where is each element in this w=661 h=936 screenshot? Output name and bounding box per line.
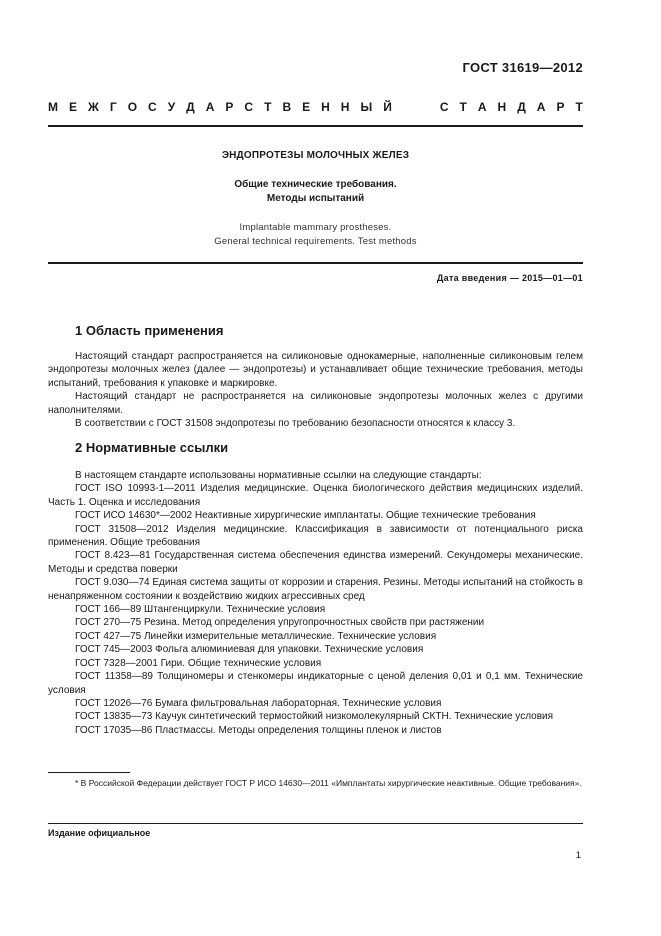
heading-letter: Т (575, 100, 583, 114)
heading-letter: Е (69, 100, 78, 114)
section-body-scope (48, 350, 583, 430)
section-heading-normative-references: 2 Нормативные ссылки (75, 440, 229, 455)
reference-item: ГОСТ 745—2003 Фольга алюминиевая для упаковки. Технические условия (75, 644, 424, 656)
top-divider (48, 125, 583, 127)
reference-item: ГОСТ 17035—86 Пластмассы. Методы определения толщины пленок и листов (75, 724, 442, 736)
reference-item: ГОСТ 427—75 Линейки измерительные металлические. Технические условия (75, 630, 437, 642)
document-subtitle (48, 178, 583, 206)
subtitle-line: Методы испытаний (266, 193, 365, 204)
heading-letter: С (439, 100, 449, 114)
heading-letter: А (205, 100, 215, 114)
heading-letter: Д (186, 100, 195, 114)
heading-letter: В (282, 100, 292, 114)
reference-item: ГОСТ 31508—2012 Изделия медицинские. Классификация в зависимости от потенциального риска применения. Общие требования (48, 523, 583, 549)
heading-letter: Р (225, 100, 234, 114)
section-heading-scope: 1 Область применения (75, 323, 224, 338)
english-title-line: Implantable mammary prostheses. (239, 222, 392, 233)
word-gap (403, 100, 429, 114)
heading-letter: Ы (360, 100, 373, 114)
paragraph: В настоящем стандарте использованы нормативные ссылки на следующие стандарты: (75, 470, 482, 481)
introduction-date: Дата введения — 2015—01—01 (436, 273, 583, 283)
paragraph: Настоящий стандарт не распространяется на силиконовые эндопротезы молочных желез с другими наполнителями. (48, 391, 583, 416)
reference-item: ГОСТ 7328—2001 Гири. Общие технические условия (75, 657, 322, 669)
heading-letter: А (536, 100, 546, 114)
page-number: 1 (575, 850, 581, 861)
heading-letter: С (148, 100, 157, 114)
heading-letter: Н (497, 100, 507, 114)
heading-letter: Ж (88, 100, 99, 114)
reference-item: ГОСТ 270—75 Резина. Метод определения упругопрочностных свойств при растяжении (75, 617, 485, 629)
heading-letter: М (48, 100, 58, 114)
interstate-standard-heading (48, 100, 583, 114)
heading-letter: Г (109, 100, 117, 114)
reference-item: ГОСТ 166—89 Штангенциркули. Технические условия (75, 604, 326, 616)
heading-letter: Т (459, 100, 467, 114)
subtitle-line: Общие технические требования. (234, 179, 397, 190)
heading-letter: Е (302, 100, 311, 114)
heading-letter: Р (556, 100, 565, 114)
section-body-normative-references (48, 469, 583, 737)
heading-letter: Д (517, 100, 526, 114)
document-title: ЭНДОПРОТЕЗЫ МОЛОЧНЫХ ЖЕЛЕЗ (221, 150, 410, 161)
heading-letter: С (244, 100, 254, 114)
heading-letter: Й (383, 100, 392, 114)
english-title (48, 221, 583, 249)
reference-item: ГОСТ 8.423—81 Государственная система обеспечения единства измерений. Секундомеры механические. Методы и средства поверки (48, 550, 583, 575)
paragraph: В соответствии с ГОСТ 31508 эндопротезы по требованию безопасности относятся к классу 3. (75, 418, 516, 430)
reference-item: ГОСТ 12026—76 Бумага фильтровальная лабораторная. Технические условия (75, 697, 442, 709)
heading-letter: Н (321, 100, 330, 114)
footnote-divider (48, 772, 130, 773)
bottom-divider (48, 823, 583, 824)
reference-item: ГОСТ 13835—73 Каучук синтетический термостойкий низкомолекулярный СКТН. Технические условия (75, 711, 554, 723)
footnote: * В Российской Федерации действует ГОСТ Р ИСО 14630—2011 «Имплантаты хирургические неактивные. Общие требования». (75, 778, 582, 788)
reference-item: ГОСТ ИСО 14630*—2002 Неактивные хирургические имплантаты. Общие технические требования (75, 510, 536, 522)
heading-letter: А (477, 100, 487, 114)
reference-item: ГОСТ 11358—89 Толщиномеры и стенкомеры индикаторные с ценой деления 0,01 и 0,1 мм. Технические условия (48, 671, 583, 696)
paragraph: Настоящий стандарт распространяется на силиконовые однокамерные, наполненные силиконовым гелем эндопротезы молочных желез (далее — эндопротезы) и устанавливает общие технические требования, методы испытаний, требования к упаковке и маркировке. (48, 351, 583, 389)
heading-letter: Н (340, 100, 350, 114)
heading-letter: О (127, 100, 138, 114)
english-title-line: General technical requirements. Test methods (214, 236, 417, 247)
edition-label: Издание официальное (48, 828, 151, 838)
document-number: ГОСТ 31619—2012 (462, 60, 583, 75)
middle-divider (48, 262, 583, 264)
heading-letter: Т (264, 100, 272, 114)
reference-item: ГОСТ 9.030—74 Единая система защиты от коррозии и старения. Резины. Методы испытаний на стойкость в ненапряженном состоянии к воздействию жидких агрессивных сред (48, 577, 583, 602)
heading-letter: У (167, 100, 176, 114)
reference-item: ГОСТ ISO 10993-1—2011 Изделия медицинские. Оценка биологического действия медицинских изделий. Часть 1. Оценка и исследования (48, 483, 583, 508)
